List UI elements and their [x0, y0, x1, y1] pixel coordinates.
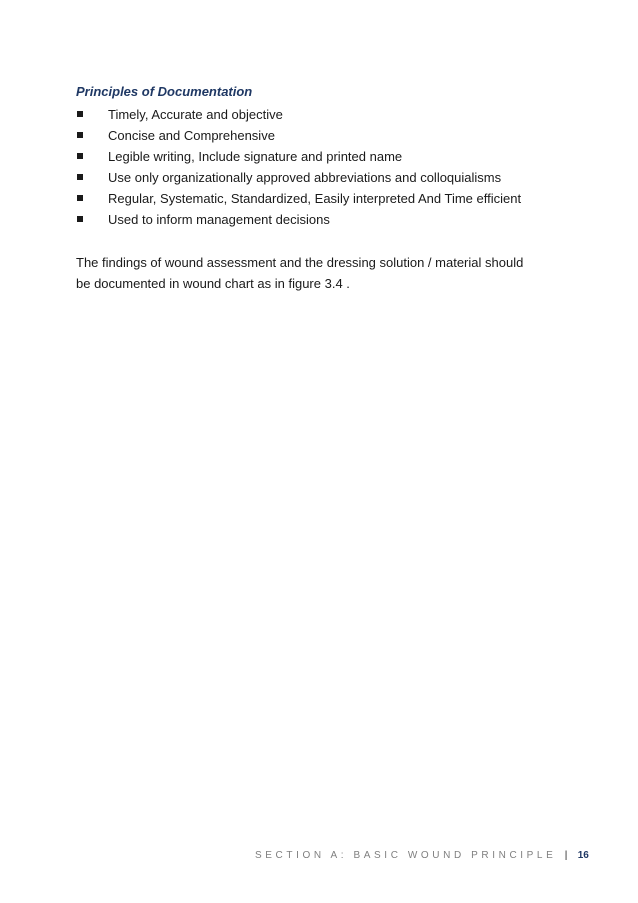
list-item-text: Legible writing, Include signature and printed name	[108, 149, 403, 164]
list-item-text: Timely, Accurate and objective	[108, 107, 283, 122]
square-bullet-icon	[77, 111, 83, 117]
page-footer	[255, 850, 589, 861]
square-bullet-icon	[77, 195, 83, 201]
section-heading: Principles of Documentation	[76, 84, 253, 99]
list-item-text: Regular, Systematic, Standardized, Easily interpreted And Time efficient	[108, 191, 522, 206]
square-bullet-icon	[77, 174, 83, 180]
footer-separator: |	[564, 850, 568, 861]
list-item-text: Concise and Comprehensive	[108, 128, 275, 143]
page-number: 16	[577, 850, 589, 861]
list-item-text: Used to inform management decisions	[108, 212, 330, 227]
square-bullet-icon	[77, 132, 83, 138]
body-paragraph	[76, 252, 566, 294]
list-item-text: Use only organizationally approved abbreviations and colloquialisms	[108, 170, 502, 185]
footer-section-title: SECTION A: BASIC WOUND PRINCIPLE	[255, 850, 557, 861]
square-bullet-icon	[77, 153, 83, 159]
square-bullet-icon	[77, 216, 83, 222]
paragraph-line: be documented in wound chart as in figure 3.4 .	[76, 276, 350, 291]
paragraph-line: The findings of wound assessment and the dressing solution / material should	[76, 255, 524, 270]
